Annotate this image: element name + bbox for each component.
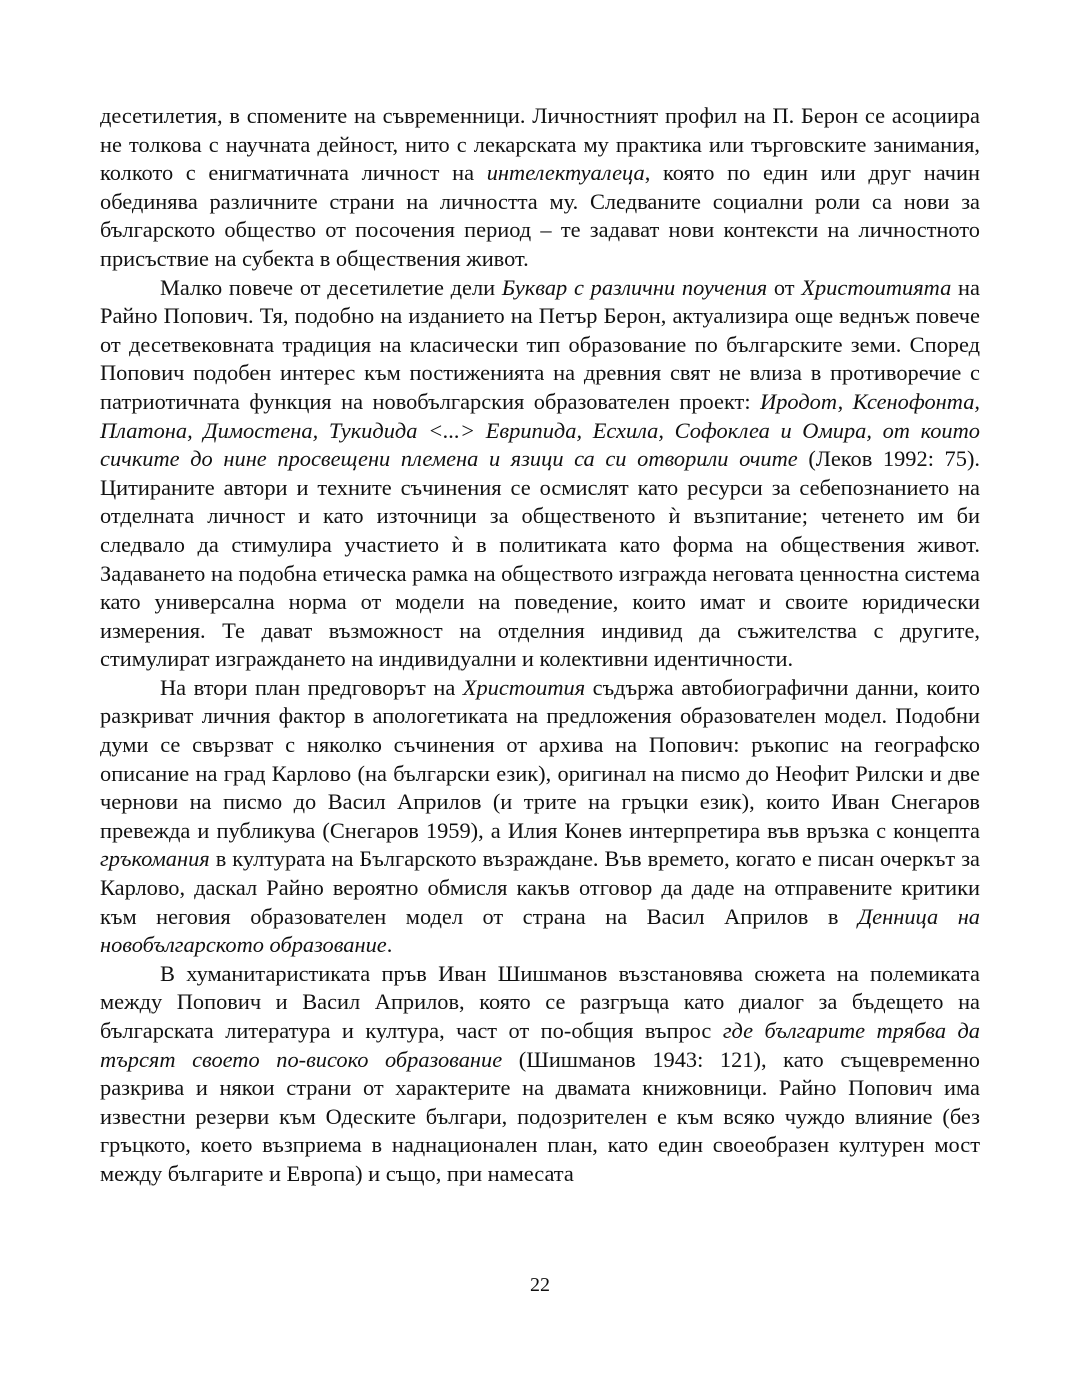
text-run: на Райно Попович. Тя, подобно на изданието на Петър Берон, актуализира още веднъж повече от десетвековната традиция на класически тип образование по българските земи. Според Попович подобен интерес към постиженията на древния свят не влиза в противоречие с патриотичната функция на новобългарския образователен проект: — [100, 274, 980, 414]
page-number: 22 — [530, 1274, 550, 1296]
paragraph — [100, 960, 980, 1189]
italic-text-run: Иродот, Ксенофонта, Платона, Димостена, Тукидида <...> Еврипида, Есхила, Софоклеа и Омира, от които сичките до нине просвещени племена и язици са си отворили очите — [100, 388, 981, 472]
text-run: . — [386, 932, 393, 958]
italic-text-run: где българите трябва да търсят своето по-високо образование — [100, 1018, 980, 1072]
text-run: , която по един или друг начин обединява различните страни на личността му. Следваните социални роли са нови за българското общество от посочения период – те задават нови контексти на личностното присъствие на субекта в обществения живот. — [100, 160, 980, 271]
page-body — [100, 102, 980, 1189]
italic-text-run: Денница на новобългарското образование — [100, 903, 980, 958]
italic-text-run: интелектуалеца — [486, 160, 645, 186]
text-run: съдържа автобиографични данни, които разкриват личния фактор в апологетиката на предложения образователен модел. Подобни думи се свързват с няколко съчинения от архива на Попович: ръкопис на географско описание на град Карлово (на български език), оригинал на писмо до Неофит Рилски и две чернови на писмо до Васил Априлов (и трите на гръцки език), които Иван Снегаров превежда и публикува (Снегаров 1959), а Илия Конев интерпретира във връзка с концепта — [100, 674, 980, 843]
text-run: Малко повече от десетилетие дели — [160, 274, 502, 300]
text-run: от — [767, 274, 802, 300]
text-run: В хуманитаристиката пръв Иван Шишманов възстановява сюжета на полемиката между Попович и Васил Априлов, която се разгръща като диалог за бъдещето на българската литература и култура, част от по-общия въпрос — [100, 960, 980, 1043]
italic-text-run: Христоития — [462, 674, 586, 700]
text-run: (Шишманов 1943: 121), като същевременно разкрива и някои страни от характерите на двамата книжовници. Райно Попович има известни резерви към Одеските българи, подозрителен е към всяко чуждо влияние (без гръцкото, което възприема в наднационален план, като един своеобразен културен мост между българите и Европа) и също, при намесата — [100, 1046, 980, 1186]
text-run: (Леков 1992: 75). Цитираните автори и техните съчинения се осмислят като ресурси за себепознанието на отделната личност и като източници за общественото ѝ възпитание; четенето им би следвало да стимулира участието ѝ в политиката като форма на обществения живот. Задаването на подобна етическа рамка на обществото изгражда неговата ценностна система като универсална норма от модели на поведение, които имат и своите юридически измерения. Те дават възможност на отделния индивид да съжителства с другите, стимулират изграждането на индивидуални и колективни идентичности. — [100, 446, 980, 672]
text-run: десетилетия, в спомените на съвременници. Личностният профил на П. Берон се асоциира не толкова с научната дейност, нито с лекарската му практика или търговските занимания, колкото с енигматичната личност на — [100, 103, 980, 186]
italic-text-run: гръкомания — [100, 846, 210, 872]
text-run: в културата на Българското възраждане. Във времето, когато е писан очеркът за Карлово, даскал Райно вероятно обмисля какъв отговор да даде на отправените критики към неговия образователен модел от страна на Васил Априлов в — [100, 846, 980, 929]
text-run: На втори план предговорът на — [160, 674, 463, 700]
paragraph — [100, 274, 980, 674]
italic-text-run: Христоитията — [801, 274, 952, 300]
paragraph — [100, 102, 980, 274]
italic-text-run: Буквар с различни поучения — [501, 274, 768, 300]
paragraph — [100, 674, 980, 960]
